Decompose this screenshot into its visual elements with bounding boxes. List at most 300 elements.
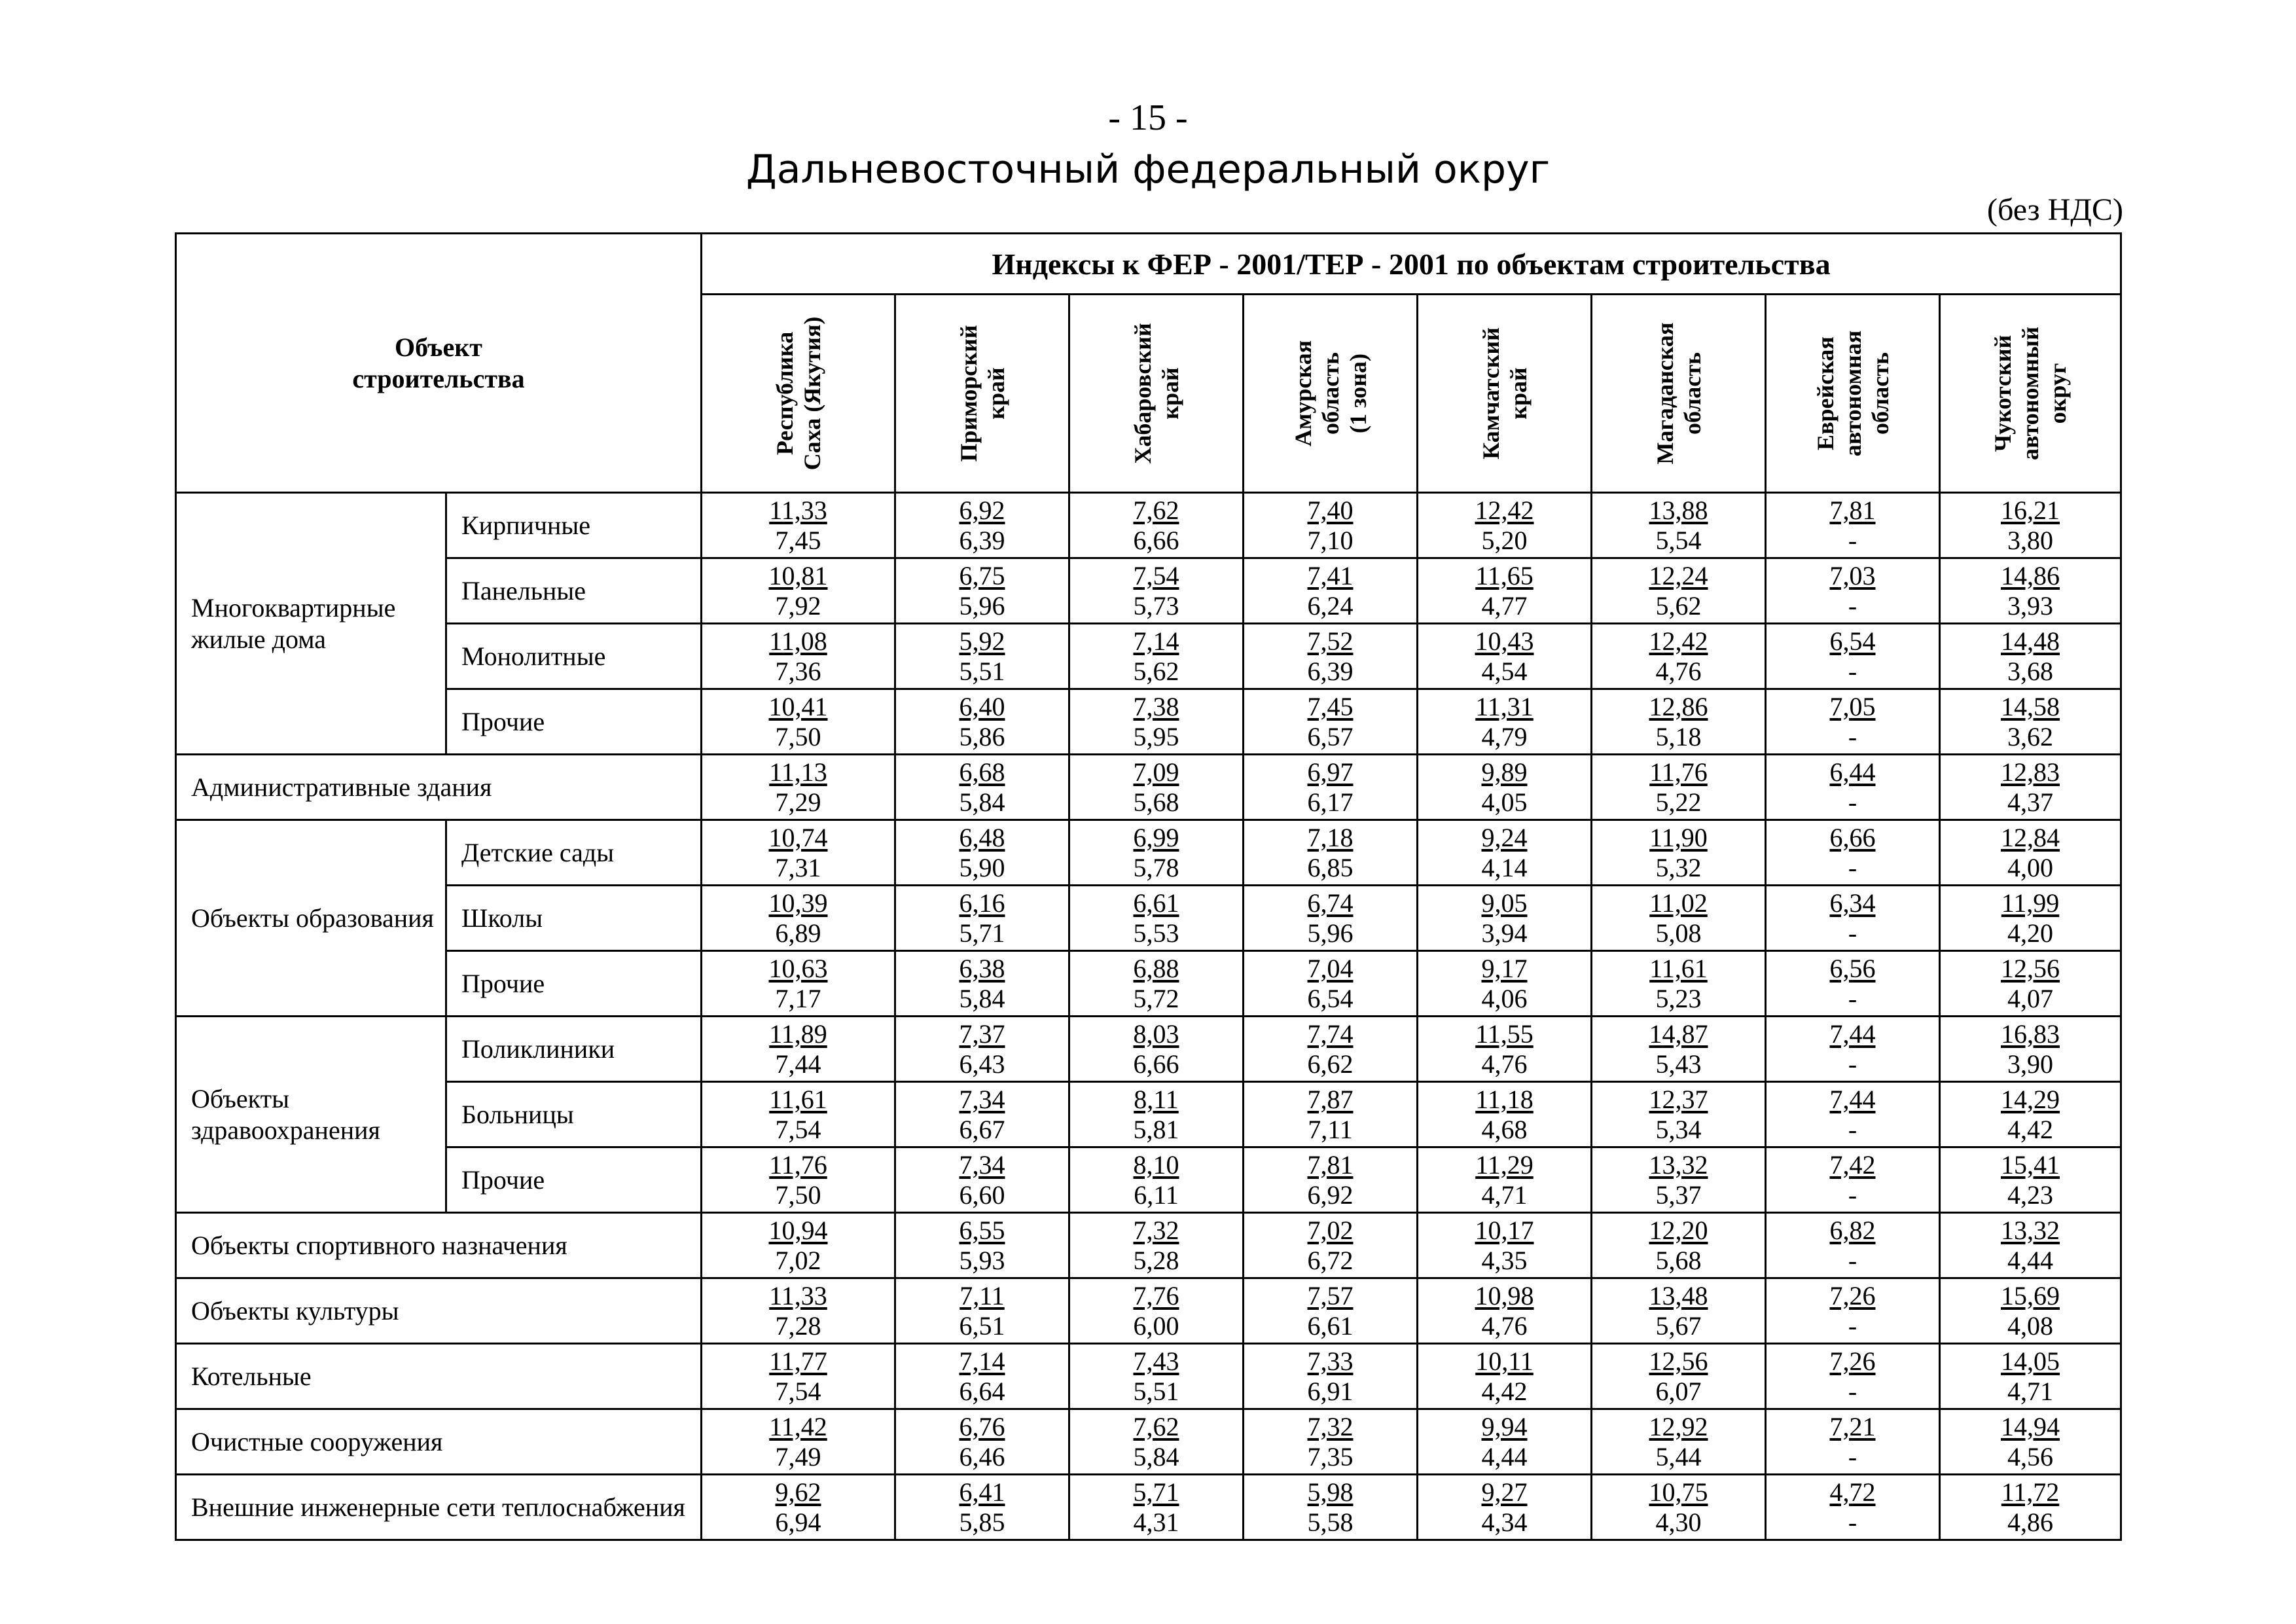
index-cell — [702, 1147, 895, 1213]
fer-index-value: 6,44 — [1829, 757, 1876, 787]
fer-index-value: 14,94 — [2001, 1411, 2060, 1441]
index-cell — [1592, 1344, 1766, 1409]
index-cell — [1766, 1475, 1940, 1540]
fer-index-value: 14,29 — [2001, 1084, 2060, 1114]
ter-index-value: 5,54 — [1655, 525, 1702, 555]
index-cell — [1069, 820, 1244, 886]
index-cell — [1766, 1278, 1940, 1344]
ter-index-value: 3,93 — [2007, 590, 2054, 621]
index-cell — [1592, 886, 1766, 951]
fer-index-value: 12,56 — [2001, 953, 2060, 983]
fer-index-value: 11,90 — [1649, 822, 1708, 852]
index-cell — [1244, 886, 1418, 951]
ter-index-value: 5,73 — [1133, 590, 1179, 621]
fer-index-value: 7,81 — [1829, 495, 1876, 525]
fer-index-value: 14,87 — [1649, 1019, 1708, 1049]
fer-index-value: 7,81 — [1307, 1149, 1354, 1180]
subcategory-cell: Школы — [446, 886, 702, 951]
ter-index-value: 7,31 — [775, 852, 821, 882]
index-cell — [1244, 951, 1418, 1017]
fer-index-value: 7,43 — [1133, 1346, 1179, 1376]
index-cell — [1418, 493, 1592, 558]
index-cell — [1418, 624, 1592, 689]
fer-index-value: 10,81 — [768, 560, 828, 590]
index-cell — [1592, 624, 1766, 689]
ter-index-value: 7,44 — [775, 1049, 821, 1079]
fer-index-value: 7,05 — [1829, 691, 1876, 721]
index-cell — [1940, 755, 2121, 820]
region-label: Приморский край — [955, 325, 1009, 462]
subcategory-cell: Кирпичные — [446, 493, 702, 558]
fer-index-value: 13,48 — [1649, 1280, 1708, 1310]
fer-index-value: 15,69 — [2001, 1280, 2060, 1310]
ter-index-value: 5,84 — [959, 787, 1005, 817]
category-cell: Административные здания — [176, 755, 702, 820]
subcategory-cell: Больницы — [446, 1082, 702, 1147]
table-row — [176, 1017, 2121, 1082]
index-cell — [1766, 951, 1940, 1017]
ter-index-value: 3,90 — [2007, 1049, 2054, 1079]
index-cell — [702, 951, 895, 1017]
fer-index-value: 6,34 — [1829, 888, 1876, 918]
table-row — [176, 1475, 2121, 1540]
fer-index-value: 8,03 — [1133, 1019, 1179, 1049]
fer-index-value: 11,42 — [769, 1411, 827, 1441]
index-cell — [1069, 689, 1244, 755]
fer-index-value: 7,34 — [959, 1084, 1005, 1114]
fer-index-value: 6,48 — [959, 822, 1005, 852]
page-number: - 15 - — [1108, 98, 1188, 138]
ter-index-value: 5,71 — [959, 918, 1005, 948]
fer-index-value: 11,76 — [1649, 757, 1708, 787]
index-cell — [1418, 689, 1592, 755]
fer-index-value: 7,45 — [1307, 691, 1354, 721]
index-cell — [1069, 1082, 1244, 1147]
ter-index-value: 4,23 — [2007, 1180, 2054, 1210]
index-cell — [895, 1147, 1069, 1213]
ter-index-value: 5,85 — [959, 1507, 1005, 1537]
fer-index-value: 11,08 — [769, 626, 827, 656]
index-cell — [1244, 558, 1418, 624]
index-cell — [1244, 493, 1418, 558]
index-cell — [895, 755, 1069, 820]
ter-index-value: 5,51 — [959, 656, 1005, 686]
fer-index-value: 6,38 — [959, 953, 1005, 983]
fer-index-value: 7,42 — [1829, 1149, 1876, 1180]
ter-index-value: 4,44 — [2007, 1245, 2054, 1275]
fer-index-value: 7,57 — [1307, 1280, 1354, 1310]
index-cell — [895, 886, 1069, 951]
ter-index-value: 4,14 — [1481, 852, 1528, 882]
index-cell — [1766, 755, 1940, 820]
ter-index-value: 7,54 — [775, 1114, 821, 1144]
index-cell — [895, 1213, 1069, 1278]
ter-index-value: 6,39 — [1307, 656, 1354, 686]
fer-index-value: 11,55 — [1475, 1019, 1534, 1049]
index-cell — [1244, 820, 1418, 886]
index-cell — [1418, 886, 1592, 951]
fer-index-value: 7,21 — [1829, 1411, 1876, 1441]
fer-index-value: 7,62 — [1133, 495, 1179, 525]
ter-index-value: 5,96 — [959, 590, 1005, 621]
ter-index-value: 4,71 — [2007, 1376, 2054, 1406]
index-cell — [1766, 1409, 1940, 1475]
fer-index-value: 11,31 — [1475, 691, 1534, 721]
index-cell — [1069, 755, 1244, 820]
ter-index-value: 5,84 — [1133, 1441, 1179, 1471]
index-cell — [1940, 1147, 2121, 1213]
fer-index-value: 14,05 — [2001, 1346, 2060, 1376]
region-header — [1069, 295, 1244, 493]
index-cell — [702, 886, 895, 951]
index-cell — [1766, 1147, 1940, 1213]
ter-index-value: 7,02 — [775, 1245, 821, 1275]
ter-index-value: 4,76 — [1481, 1310, 1528, 1341]
fer-index-value: 12,20 — [1649, 1215, 1708, 1245]
index-cell — [895, 1278, 1069, 1344]
index-cell — [895, 951, 1069, 1017]
ter-index-value: 5,28 — [1133, 1245, 1179, 1275]
ter-index-value: 7,17 — [775, 983, 821, 1013]
table-row — [176, 1409, 2121, 1475]
ter-index-value: 7,92 — [775, 590, 821, 621]
ter-index-value: - — [1848, 1180, 1857, 1210]
fer-index-value: 7,26 — [1829, 1280, 1876, 1310]
fer-index-value: 9,62 — [775, 1477, 821, 1507]
fer-index-value: 11,13 — [769, 757, 827, 787]
index-cell — [1766, 820, 1940, 886]
fer-index-value: 10,43 — [1475, 626, 1534, 656]
category-cell: Внешние инженерные сети теплоснабжения — [176, 1475, 702, 1540]
index-cell — [1940, 820, 2121, 886]
fer-index-value: 11,89 — [769, 1019, 827, 1049]
fer-index-value: 6,61 — [1133, 888, 1179, 918]
region-header — [1592, 295, 1766, 493]
ter-index-value: 5,20 — [1481, 525, 1528, 555]
fer-index-value: 7,02 — [1307, 1215, 1354, 1245]
index-cell — [1418, 1344, 1592, 1409]
subcategory-cell: Поликлиники — [446, 1017, 702, 1082]
fer-index-value: 6,99 — [1133, 822, 1179, 852]
ter-index-value: - — [1848, 1049, 1857, 1079]
fer-index-value: 12,37 — [1649, 1084, 1708, 1114]
fer-index-value: 12,56 — [1649, 1346, 1708, 1376]
fer-index-value: 7,44 — [1829, 1084, 1876, 1114]
index-cell — [1766, 1017, 1940, 1082]
index-cell — [1766, 1213, 1940, 1278]
fer-index-value: 7,32 — [1133, 1215, 1179, 1245]
region-header — [1418, 295, 1592, 493]
index-cell — [1069, 1213, 1244, 1278]
fer-index-value: 10,75 — [1649, 1477, 1708, 1507]
index-cell — [1940, 1278, 2121, 1344]
index-cell — [895, 689, 1069, 755]
index-cell — [1244, 1213, 1418, 1278]
ter-index-value: 6,07 — [1655, 1376, 1702, 1406]
index-cell — [1766, 1082, 1940, 1147]
ter-index-value: 4,05 — [1481, 787, 1528, 817]
ter-index-value: - — [1848, 1245, 1857, 1275]
region-header — [702, 295, 895, 493]
fer-index-value: 7,54 — [1133, 560, 1179, 590]
fer-index-value: 11,65 — [1475, 560, 1534, 590]
index-cell — [1592, 1475, 1766, 1540]
index-cell — [702, 1278, 895, 1344]
ter-index-value: - — [1848, 590, 1857, 621]
index-cell — [1940, 689, 2121, 755]
ter-index-value: 5,22 — [1655, 787, 1702, 817]
ter-index-value: 3,94 — [1481, 918, 1528, 948]
index-cell — [1069, 886, 1244, 951]
fer-index-value: 6,55 — [959, 1215, 1005, 1245]
fer-index-value: 11,72 — [2001, 1477, 2060, 1507]
ter-index-value: 4,42 — [1481, 1376, 1528, 1406]
index-cell — [1592, 1017, 1766, 1082]
ter-index-value: 4,77 — [1481, 590, 1528, 621]
index-cell — [1592, 1082, 1766, 1147]
ter-index-value: 4,76 — [1481, 1049, 1528, 1079]
region-label: Чукотский автономный округ — [1990, 327, 2072, 460]
ter-index-value: 7,11 — [1308, 1114, 1353, 1144]
ter-index-value: - — [1848, 918, 1857, 948]
fer-index-value: 7,32 — [1307, 1411, 1354, 1441]
index-cell — [895, 493, 1069, 558]
index-cell — [1069, 624, 1244, 689]
ter-index-value: 5,18 — [1655, 721, 1702, 751]
index-cell — [1069, 1017, 1244, 1082]
subcategory-cell: Прочие — [446, 951, 702, 1017]
ter-index-value: 7,35 — [1307, 1441, 1354, 1471]
index-cell — [1069, 1475, 1244, 1540]
fer-index-value: 11,77 — [769, 1346, 827, 1376]
fer-index-value: 7,76 — [1133, 1280, 1179, 1310]
fer-index-value: 12,42 — [1475, 495, 1534, 525]
fer-index-value: 6,74 — [1307, 888, 1354, 918]
fer-index-value: 6,75 — [959, 560, 1005, 590]
ter-index-value: 4,08 — [2007, 1310, 2054, 1341]
ter-index-value: 4,44 — [1481, 1441, 1528, 1471]
ter-index-value: 5,95 — [1133, 721, 1179, 751]
fer-index-value: 9,94 — [1481, 1411, 1528, 1441]
ter-index-value: 5,90 — [959, 852, 1005, 882]
ter-index-value: 4,68 — [1481, 1114, 1528, 1144]
ter-index-value: 4,86 — [2007, 1507, 2054, 1537]
index-cell — [1940, 624, 2121, 689]
ter-index-value: 7,45 — [775, 525, 821, 555]
table-row — [176, 689, 2121, 755]
page-title: Дальневосточный федеральный округ — [745, 147, 1551, 192]
fer-index-value: 11,33 — [769, 495, 827, 525]
subcategory-cell: Монолитные — [446, 624, 702, 689]
ter-index-value: 7,29 — [775, 787, 821, 817]
ter-index-value: 6,94 — [775, 1507, 821, 1537]
table-row — [176, 1278, 2121, 1344]
fer-index-value: 10,94 — [768, 1215, 828, 1245]
ter-index-value: 5,68 — [1655, 1245, 1702, 1275]
fer-index-value: 11,18 — [1475, 1084, 1534, 1114]
fer-index-value: 7,40 — [1307, 495, 1354, 525]
index-cell — [895, 820, 1069, 886]
ter-index-value: 3,62 — [2007, 721, 2054, 751]
ter-index-value: 5,72 — [1133, 983, 1179, 1013]
ter-index-value: 6,11 — [1134, 1180, 1179, 1210]
index-cell — [1940, 558, 2121, 624]
subcategory-cell: Детские сады — [446, 820, 702, 886]
ter-index-value: 5,86 — [959, 721, 1005, 751]
region-header — [1940, 295, 2121, 493]
ter-index-value: 6,39 — [959, 525, 1005, 555]
index-cell — [1766, 558, 1940, 624]
table-row — [176, 1147, 2121, 1213]
ter-index-value: 5,93 — [959, 1245, 1005, 1275]
index-cell — [895, 624, 1069, 689]
index-cell — [1940, 1017, 2121, 1082]
ter-index-value: 5,23 — [1655, 983, 1702, 1013]
fer-index-value: 7,52 — [1307, 626, 1354, 656]
fer-index-value: 7,14 — [1133, 626, 1179, 656]
index-main-header: Индексы к ФЕР - 2001/ТЕР - 2001 по объектам строительства — [702, 234, 2121, 295]
index-cell — [702, 493, 895, 558]
fer-index-value: 12,83 — [2001, 757, 2060, 787]
index-cell — [895, 558, 1069, 624]
ter-index-value: 5,68 — [1133, 787, 1179, 817]
ter-index-value: 3,80 — [2007, 525, 2054, 555]
ter-index-value: 7,50 — [775, 1180, 821, 1210]
ter-index-value: 6,00 — [1133, 1310, 1179, 1341]
index-cell — [1418, 1409, 1592, 1475]
ter-index-value: 5,78 — [1133, 852, 1179, 882]
table-row — [176, 1082, 2121, 1147]
fer-index-value: 7,34 — [959, 1149, 1005, 1180]
ter-index-value: 6,62 — [1307, 1049, 1354, 1079]
fer-index-value: 6,88 — [1133, 953, 1179, 983]
ter-index-value: 5,62 — [1655, 590, 1702, 621]
ter-index-value: - — [1848, 656, 1857, 686]
index-cell — [1244, 1147, 1418, 1213]
index-cell — [1940, 493, 2121, 558]
ter-index-value: - — [1848, 525, 1857, 555]
ter-index-value: 4,79 — [1481, 721, 1528, 751]
fer-index-value: 7,44 — [1829, 1019, 1876, 1049]
index-cell — [1418, 1017, 1592, 1082]
index-cell — [702, 755, 895, 820]
region-label: Магаданская область — [1651, 322, 1706, 465]
index-cell — [702, 820, 895, 886]
index-cell — [1940, 1344, 2121, 1409]
ter-index-value: 5,37 — [1655, 1180, 1702, 1210]
ter-index-value: 7,28 — [775, 1310, 821, 1341]
vat-note: (без НДС) — [1986, 192, 2123, 227]
table-row — [176, 951, 2121, 1017]
index-cell — [702, 1017, 895, 1082]
index-cell — [1244, 1475, 1418, 1540]
subcategory-cell: Прочие — [446, 1147, 702, 1213]
fer-index-value: 6,66 — [1829, 822, 1876, 852]
index-cell — [1418, 558, 1592, 624]
ter-index-value: - — [1848, 1114, 1857, 1144]
fer-index-value: 9,27 — [1481, 1477, 1528, 1507]
fer-index-value: 9,24 — [1481, 822, 1528, 852]
index-cell — [1592, 558, 1766, 624]
fer-index-value: 12,42 — [1649, 626, 1708, 656]
ter-index-value: 6,89 — [775, 918, 821, 948]
fer-index-value: 10,11 — [1475, 1346, 1534, 1376]
fer-index-value: 5,98 — [1307, 1477, 1354, 1507]
fer-index-value: 5,71 — [1133, 1477, 1179, 1507]
ter-index-value: 4,00 — [2007, 852, 2054, 882]
fer-index-value: 6,54 — [1829, 626, 1876, 656]
index-cell — [1418, 951, 1592, 1017]
category-cell: Очистные сооружения — [176, 1409, 702, 1475]
fer-index-value: 7,04 — [1307, 953, 1354, 983]
table-row — [176, 624, 2121, 689]
ter-index-value: 4,31 — [1133, 1507, 1179, 1537]
ter-index-value: 4,07 — [2007, 983, 2054, 1013]
index-cell — [1418, 755, 1592, 820]
index-cell — [1069, 493, 1244, 558]
region-header — [1766, 295, 1940, 493]
ter-index-value: 6,17 — [1307, 787, 1354, 817]
fer-index-value: 9,05 — [1481, 888, 1528, 918]
index-cell — [702, 1082, 895, 1147]
fer-index-value: 8,10 — [1133, 1149, 1179, 1180]
table-body — [176, 493, 2121, 1540]
fer-index-value: 11,61 — [1649, 953, 1708, 983]
fer-index-value: 10,74 — [768, 822, 828, 852]
fer-index-value: 7,62 — [1133, 1411, 1179, 1441]
index-cell — [1592, 1409, 1766, 1475]
index-cell — [1592, 1213, 1766, 1278]
ter-index-value: - — [1848, 1376, 1857, 1406]
ter-index-value: - — [1848, 1441, 1857, 1471]
fer-index-value: 16,83 — [2001, 1019, 2060, 1049]
index-cell — [1418, 1475, 1592, 1540]
index-cell — [1069, 558, 1244, 624]
index-cell — [1418, 1147, 1592, 1213]
ter-index-value: 6,67 — [959, 1114, 1005, 1144]
index-cell — [702, 1344, 895, 1409]
index-cell — [702, 1409, 895, 1475]
ter-index-value: - — [1848, 852, 1857, 882]
fer-index-value: 10,98 — [1475, 1280, 1534, 1310]
table-row — [176, 493, 2121, 558]
category-cell: Объекты спортивного назначения — [176, 1213, 702, 1278]
ter-index-value: 4,56 — [2007, 1441, 2054, 1471]
subcategory-cell: Панельные — [446, 558, 702, 624]
fer-index-value: 7,18 — [1307, 822, 1354, 852]
fer-index-value: 7,14 — [959, 1346, 1005, 1376]
ter-index-value: 5,62 — [1133, 656, 1179, 686]
fer-index-value: 10,39 — [768, 888, 828, 918]
index-cell — [1069, 951, 1244, 1017]
ter-index-value: 5,53 — [1133, 918, 1179, 948]
fer-index-value: 6,41 — [959, 1477, 1005, 1507]
object-header: Объект строительства — [176, 234, 702, 493]
ter-index-value: 6,61 — [1307, 1310, 1354, 1341]
ter-index-value: - — [1848, 721, 1857, 751]
index-cell — [702, 624, 895, 689]
fer-index-value: 6,40 — [959, 691, 1005, 721]
index-cell — [1418, 1082, 1592, 1147]
category-cell: Объекты образования — [176, 820, 446, 1017]
fer-index-value: 7,33 — [1307, 1346, 1354, 1376]
ter-index-value: 6,60 — [959, 1180, 1005, 1210]
table-row — [176, 755, 2121, 820]
ter-index-value: 5,43 — [1655, 1049, 1702, 1079]
fer-index-value: 11,29 — [1475, 1149, 1534, 1180]
ter-index-value: - — [1848, 787, 1857, 817]
category-cell: Объекты культуры — [176, 1278, 702, 1344]
